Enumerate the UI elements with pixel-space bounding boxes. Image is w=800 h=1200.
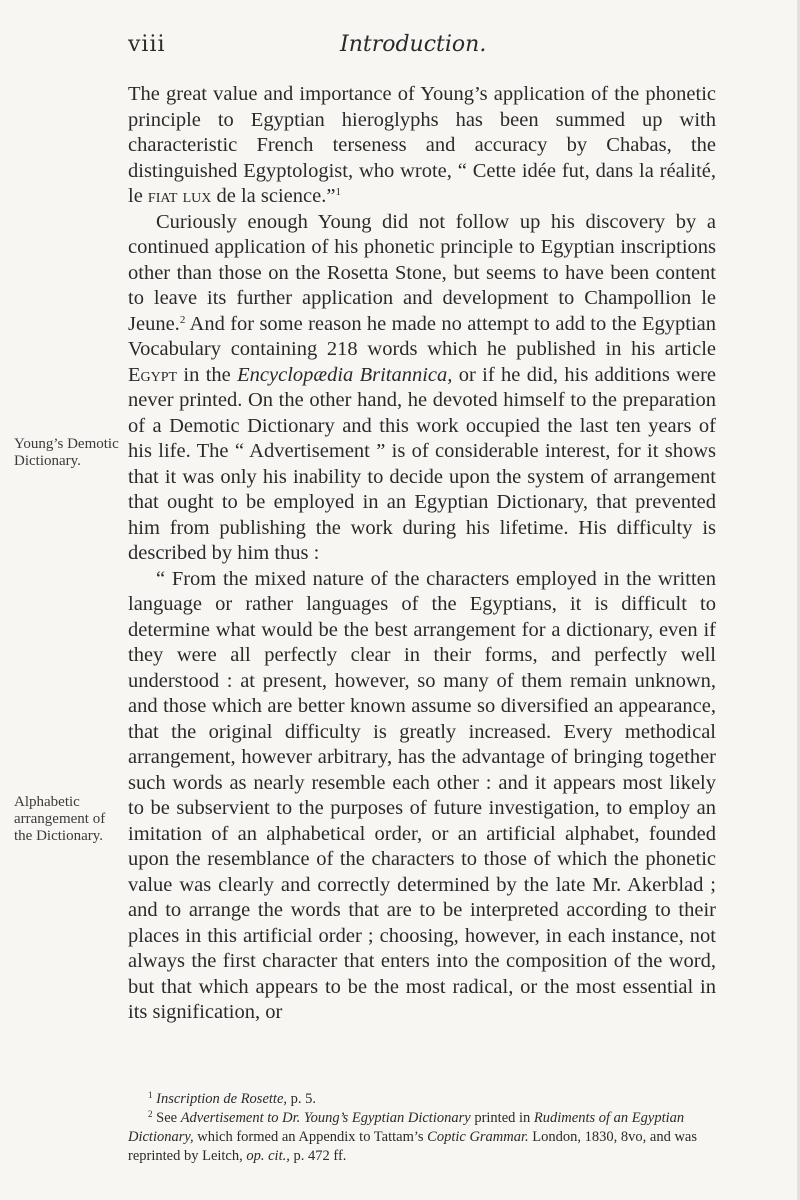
text-span: See	[156, 1110, 181, 1126]
citation-abbrev: op. cit.,	[246, 1148, 290, 1164]
page-number: viii	[128, 32, 166, 57]
footnote-2	[128, 1109, 728, 1166]
running-title: Introduction.	[340, 32, 487, 57]
page-header	[0, 32, 800, 62]
article-title: Egypt	[128, 363, 178, 386]
text-span: Curiously enough Young did not follow up his discovery by a continued application of his phonetic principle to Egyptian inscriptions other than those on the Rosetta Stone, but seems to have been content to leave its further application and development to Champollion le Jeune.	[128, 210, 716, 335]
text-span: in the	[177, 363, 238, 386]
citation-title: Inscription de Rosette,	[156, 1091, 288, 1107]
fiat-lux: fiat lux	[147, 185, 212, 207]
footnote-number: 2	[148, 1109, 153, 1119]
text-span: p. 472 ff.	[289, 1148, 347, 1164]
paragraph-3-quote: “ From the mixed nature of the characters employed in the written language or rather languages of the Egyptians, it is difficult to determine what would be the best arrangement for a dictionary, even if they were all perfectly clear in their forms, and perfectly well understood : at present, however, so many of them remain unknown, and those which are better known assume so diversified an appearance, that the original difficulty is greatly increased. Every methodical arrangement, however arbitrary, has the advantage of bringing together such words as nearly resemble each other : and it appears most likely to be subservient to the purposes of future investigation, to employ an imitation of an alphabetical order, or an artificial alphabet, founded upon the resemblance of the characters to those of which the phonetic value was clearly and correctly determined by the late Mr. Akerblad ; and to arrange the words that are to be interpreted according to their places in this artificial order ; choosing, however, in each instance, not always the first character that enters into the composition of the word, but that which appears to be the most radical, or the most essential in its signification, or	[128, 567, 716, 1023]
footnotes	[128, 1090, 728, 1166]
margin-note-alphabetic-arrangement: Alphabetic arrangement of the Dictionary.	[14, 794, 106, 844]
text-span: And for some reason he made no attempt to add to the Egyptian Vocabulary containing 218 words which he published in his article	[128, 312, 716, 360]
text-span: printed in	[470, 1110, 534, 1126]
text-span: London, 1830, 8vo, and was reprinted by Leitch,	[128, 1129, 698, 1164]
main-text	[128, 82, 716, 1026]
footnote-number: 1	[148, 1090, 153, 1100]
footnote-1	[128, 1090, 728, 1109]
citation-title: Rudiments of an Egyptian Dictionary,	[128, 1110, 685, 1145]
citation-title: Advertisement to Dr. Young’s Egyptian Dictionary	[180, 1110, 471, 1126]
text-span: The great value and importance of Young’s application of the phonetic principle to Egyptian hieroglyphs has been summed up with characteristic French terseness and accuracy by Chabas, the distinguished Egyptologist, who wrote, “ Cette idée fut, dans la réalité, le	[128, 83, 716, 207]
text-span: p. 5.	[287, 1091, 317, 1107]
text-span: which formed an Appendix to Tattam’s	[193, 1129, 428, 1145]
footnote-ref-1: 1	[335, 186, 341, 198]
margin-note-demotic-dictionary: Young’s Demotic Dictionary.	[14, 436, 119, 469]
text-span: de la science.”	[211, 185, 336, 207]
paragraph-2	[128, 210, 716, 567]
citation-title: Coptic Grammar.	[427, 1129, 529, 1145]
text-span: or if he did, his additions were never printed. On the other hand, he devoted himself to the preparation of a Demotic Dictionary and this work occupied the last ten years of his life. The “ Advertisement ” is of considerable interest, for it shows that it was only his inability to decide upon the system of arrangement that ought to be employed in an Egyptian Dictionary, that prevented him from publishing the work during his lifetime. His difficulty is described by him thus :	[128, 363, 717, 564]
paragraph-1	[128, 82, 716, 210]
footnote-ref-2: 2	[179, 313, 186, 326]
encyclopaedia-title: Encyclopædia Britannica,	[237, 363, 453, 386]
